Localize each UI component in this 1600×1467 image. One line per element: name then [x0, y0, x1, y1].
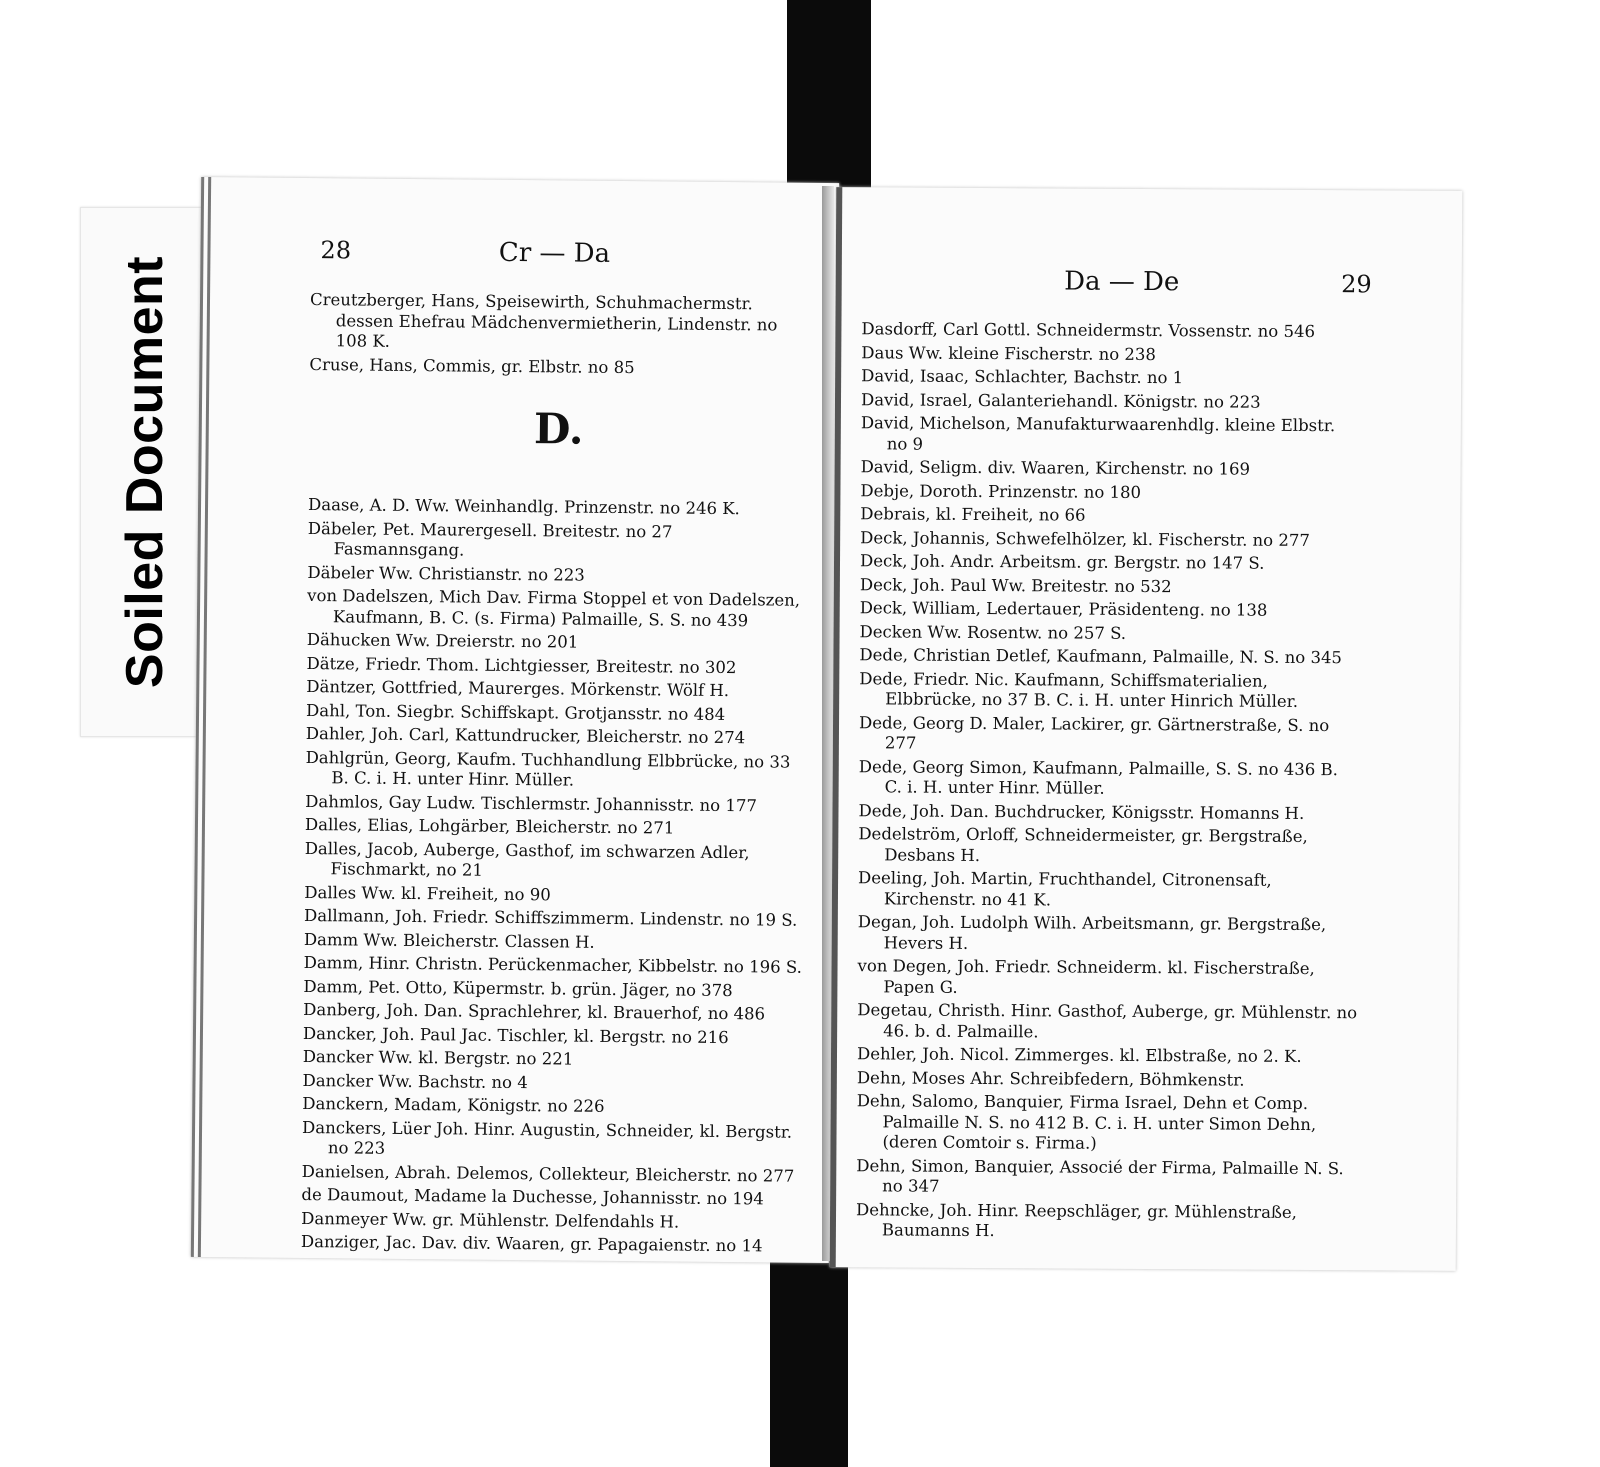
directory-entry: David, Michelson, Manufakturwaarenhdlg. kleine Elbstr. no 9 — [860, 413, 1336, 454]
directory-entry: von Dadelszen, Mich Dav. Firma Stoppel et von Dadelszen, Kaufmann, B. C. (s. Firma) Palmaille, S. S. no 439 — [307, 585, 801, 630]
left-entry-list — [301, 495, 808, 1257]
directory-entry: Dahmlos, Gay Ludw. Tischlermstr. Johannisstr. no 177 — [305, 791, 758, 815]
left-page-number: 28 — [320, 236, 352, 265]
directory-entry: Deck, Joh. Paul Ww. Breitestr. no 532 — [859, 574, 1172, 596]
directory-entry: de Daumout, Madame la Duchesse, Johannisstr. no 194 — [301, 1184, 764, 1209]
directory-entry: Dancker Ww. Bachstr. no 4 — [302, 1070, 528, 1092]
right-page — [830, 187, 1463, 1271]
directory-entry: Dehncke, Joh. Hinr. Reepschläger, gr. Mühlenstraße, Baumanns H. — [856, 1199, 1298, 1241]
directory-entry: Däntzer, Gottfried, Maurerges. Mörkenstr. Wölf H. — [306, 676, 730, 701]
directory-entry: Dede, Georg D. Maler, Lackirer, gr. Gärtnerstraße, S. no 277 — [858, 712, 1330, 753]
directory-entry: Dallmann, Joh. Friedr. Schiffszimmerm. Lindenstr. no 19 S. — [304, 905, 798, 930]
directory-entry: Dede, Christian Detlef, Kaufmann, Palmaille, N. S. no 345 — [859, 645, 1343, 668]
right-page-header — [842, 187, 1462, 299]
directory-entry: Dede, Georg Simon, Kaufmann, Palmaille, S. S. no 436 B. C. i. H. unter Hinr. Müller. — [858, 756, 1338, 798]
directory-entry: Dancker, Joh. Paul Jac. Tischler, kl. Bergstr. no 216 — [302, 1023, 729, 1047]
directory-entry: Dede, Friedr. Nic. Kaufmann, Schiffsmaterialien, Elbbrücke, no 37 B. C. i. H. unter Hinrich Müller. — [859, 668, 1299, 711]
section-letter: D. — [533, 404, 584, 454]
right-page-running-head: Da — De — [1064, 266, 1180, 298]
directory-entry: Dehn, Moses Ahr. Schreibfedern, Böhmkenstr. — [856, 1067, 1245, 1090]
directory-entry: Dätze, Friedr. Thom. Lichtgiesser, Breitestr. no 302 — [306, 653, 737, 677]
directory-entry: Danmeyer Ww. gr. Mühlenstr. Delfendahls H. — [301, 1208, 680, 1232]
directory-entry: Degan, Joh. Ludolph Wilh. Arbeitsmann, gr. Bergstraße, Hevers H. — [857, 912, 1327, 953]
bookmark-ribbon-top — [787, 0, 871, 190]
directory-entry: Dalles, Jacob, Auberge, Gasthof, im schwarzen Adler, Fischmarkt, no 21 — [304, 838, 750, 880]
directory-entry: Dehn, Salomo, Banquier, Firma Israel, Dehn et Comp. Palmaille N. S. no 412 B. C. i. H. unter Simon Dehn, (deren Comtoir s. Firma.) — [856, 1091, 1317, 1153]
soiled-document-label — [80, 207, 210, 737]
left-page — [191, 177, 839, 1263]
bookmark-ribbon-bottom — [770, 1257, 848, 1467]
directory-entry: Danckern, Madam, Königstr. no 226 — [302, 1093, 605, 1116]
directory-entry: Dalles Ww. kl. Freiheit, no 90 — [304, 882, 551, 904]
directory-entry: Dahlgrün, Georg, Kaufm. Tuchhandlung Elbbrücke, no 33 B. C. i. H. unter Hinr. Müller. — [305, 747, 791, 790]
directory-entry: Daus Ww. kleine Fischerstr. no 238 — [861, 342, 1157, 364]
directory-entry: Deck, William, Ledertauer, Präsidenteng. no 138 — [859, 598, 1268, 620]
directory-entry: Däbeler Ww. Christianstr. no 223 — [307, 562, 585, 585]
directory-entry: Debrais, kl. Freiheit, no 66 — [860, 504, 1086, 525]
directory-entry: Deeling, Joh. Martin, Fruchthandel, Citronensaft, Kirchenstr. no 41 K. — [858, 868, 1272, 909]
directory-entry: David, Israel, Galanteriehandl. Königstr. no 223 — [860, 389, 1261, 412]
directory-entry: Deck, Johannis, Schwefelhölzer, kl. Fischerstr. no 277 — [860, 527, 1310, 550]
directory-entry: Debje, Doroth. Prinzenstr. no 180 — [860, 480, 1142, 502]
directory-entry: Damm Ww. Bleicherstr. Classen H. — [303, 929, 595, 952]
directory-entry: Dahl, Ton. Siegbr. Schiffskapt. Grotjansstr. no 484 — [305, 700, 726, 724]
directory-entry: Däbeler, Pet. Maurergesell. Breitestr. no 27 Fasmannsgang. — [307, 518, 673, 560]
directory-entry: Dedelström, Orloff, Schneidermeister, gr. Bergstraße, Desbans H. — [858, 824, 1308, 865]
left-page-running-head: Cr — Da — [498, 237, 611, 269]
directory-entry: Danziger, Jac. Dav. div. Waaren, gr. Papagaienstr. no 14 — [300, 1231, 763, 1256]
directory-entry: David, Seligm. div. Waaren, Kirchenstr. no 169 — [860, 457, 1251, 479]
directory-entry: Dede, Joh. Dan. Buchdrucker, Königsstr. Homanns H. — [858, 800, 1305, 823]
directory-entry: Damm, Pet. Otto, Küpermstr. b. grün. Jäger, no 378 — [303, 976, 733, 1000]
label-text: Soiled Document — [116, 255, 174, 689]
directory-entry: Deck, Joh. Andr. Arbeitsm. gr. Bergstr. no 147 S. — [859, 551, 1265, 573]
right-page-number: 29 — [1341, 270, 1372, 299]
directory-entry: Damm, Hinr. Christn. Perückenmacher, Kibbelstr. no 196 S. — [303, 952, 802, 977]
right-entry-list — [856, 319, 1362, 1244]
directory-entry: von Degen, Joh. Friedr. Schneiderm. kl. Fischerstraße, Papen G. — [857, 956, 1315, 997]
directory-entry: Creutzberger, Hans, Speisewirth, Schuhmachermstr. dessen Ehefrau Mädchenvermietherin, Lindenstr. no 108 K. — [309, 290, 778, 351]
directory-entry: Dancker Ww. kl. Bergstr. no 221 — [302, 1046, 574, 1069]
directory-entry: Decken Ww. Rosentw. no 257 S. — [859, 621, 1127, 643]
directory-entry: Dahler, Joh. Carl, Kattundrucker, Bleicherstr. no 274 — [305, 723, 746, 748]
directory-entry: Dehn, Simon, Banquier, Associé der Firma, Palmaille N. S. no 347 — [856, 1155, 1344, 1196]
directory-entry: Degetau, Christh. Hinr. Gasthof, Auberge, gr. Mühlenstr. no 46. b. d. Palmaille. — [857, 1000, 1358, 1041]
directory-entry: Dasdorff, Carl Gottl. Schneidermstr. Vossenstr. no 546 — [861, 319, 1316, 342]
left-page-entries — [301, 290, 810, 1260]
directory-entry: Dähucken Ww. Dreierstr. no 201 — [306, 629, 579, 652]
directory-entry: Cruse, Hans, Commis, gr. Elbstr. no 85 — [309, 354, 635, 377]
directory-entry: Dalles, Elias, Lohgärber, Bleicherstr. no 271 — [304, 814, 675, 838]
directory-entry: David, Isaac, Schlachter, Bachstr. no 1 — [861, 366, 1184, 388]
right-page-entries — [856, 319, 1362, 1247]
directory-entry: Danberg, Joh. Dan. Sprachlehrer, kl. Brauerhof, no 486 — [303, 999, 766, 1024]
directory-entry: Danielsen, Abrah. Delemos, Collekteur, Bleicherstr. no 277 — [301, 1161, 795, 1186]
directory-entry: Danckers, Lüer Joh. Hinr. Augustin, Schneider, kl. Bergstr. no 223 — [301, 1117, 793, 1158]
directory-entry: Daase, A. D. Ww. Weinhandlg. Prinzenstr. no 246 K. — [307, 495, 740, 519]
directory-entry: Dehler, Joh. Nicol. Zimmerges. kl. Elbstraße, no 2. K. — [856, 1044, 1302, 1066]
left-page-header — [211, 177, 840, 269]
